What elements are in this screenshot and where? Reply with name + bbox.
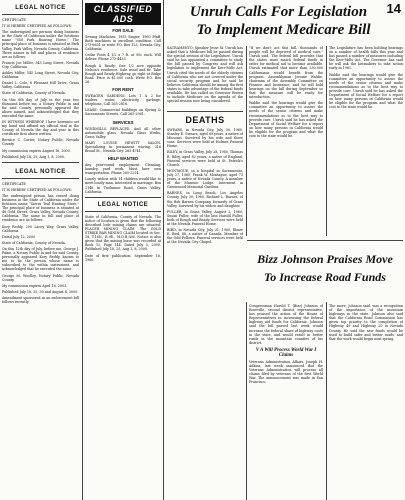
legal-notice-text: IT IS HEREBY CERTIFIED AS FOLLOWS: xyxy=(2,24,72,29)
help-wanted-heading: HELP WANTED xyxy=(107,156,139,162)
classified-title: CLASSIFIED ADS xyxy=(93,4,153,24)
legal-notice-text: The undersigned person has ceased doing business in the State of California under the fictitious name "Sierra Teal Hunting Store." The principal place of business is situated at 48 Gold Street, Grass Valley, Nevada County, California. The name in full and place of residence are as follows: xyxy=(2,193,79,223)
obituary: MONTAGUE, in a hospital in Sacramento, July 27, 1960, Frank W. Montague, aged 73 years, a native of Nevada County. A member of the Masonic Lodge. Interment in Greenwood Memorial Gardens. xyxy=(167,168,243,190)
for-rent-heading: FOR RENT xyxy=(112,87,134,93)
column-rule xyxy=(326,46,327,236)
legal-notice-title: LEGAL NOTICE xyxy=(15,5,66,11)
legal-notice-text: Bernice C. Carter, Notary Public, Nevada County. xyxy=(2,138,79,147)
obituary: FULLER, in Grass Valley, August 2, 1960, Susan Fuller, wife of the late Harold Fuller, both of Rough and Ready. Services were held at the Nevada Funeral Home. xyxy=(167,209,243,226)
page-number: 14 xyxy=(386,1,401,16)
column-rule xyxy=(163,0,164,500)
deaths-column xyxy=(167,108,243,497)
classified-ad: Lonely widow with 14 children would like to meet lonely man, interested in marriage. Box 2148 in Tuolumne Road, Grass Valley, California. xyxy=(85,177,161,194)
legal-notice-text: On this 12th day of July, before me, George J. Paine, a Notary Public in and for said County, personally appeared Kory Reddy, known to me to be the person whose name is subscribed to the within instrument, and acknowledged that he executed the same. xyxy=(2,246,79,272)
legal-notice-title: LEGAL NOTICE xyxy=(15,168,66,175)
legal-notice-text: IN WITNESS WHEREOF I have hereunto set my hand and affixed my official seal in the County of Nevada the day and year in this certificate first above written. xyxy=(2,119,79,137)
legal-notice-text: My commission expires April 16, 2003. xyxy=(2,283,68,288)
legal-notice-text: Francis Joe Miller, 545 Long Street, Nevada City, California xyxy=(2,60,79,69)
article-text: Waldie said the hearings would give the committee an opportunity to assess the needs of the senior citizens and make recommendations as to the best way to provide care. Unruh said he has asked the Department of Social Welfare for a report on how many persons in California would be eligible for the program and what the cost to the state would be. xyxy=(249,101,323,138)
legal-notice-text: CERTIFICATE xyxy=(2,18,26,22)
bizz-headline-line-2: To Increase Road Funds xyxy=(264,270,386,284)
lead-headline-line-2: To Implement Medicare Bill xyxy=(196,22,371,38)
deaths-title: DEATHS xyxy=(185,115,225,125)
legal-notice-text: On this 8th day of July in the year two thousand before me, a Notary Public in and for said County, personally appeared the above named, and acknowledged that they executed the same. xyxy=(2,97,79,118)
classified-ad: LEASE: Commercial buildings on Spring & Sacramento Streets. Call 265-2961. xyxy=(85,108,161,117)
legal-notice-text: Published July 18, 25, Aug 1, 8, 2000. xyxy=(2,154,65,159)
article-text: Veterans Administration Affairs, Joseph H. Adkins, last week announced that the Veterans Administration will process all claims filed by veterans of the first World War. The announcement was made in San Francisco. xyxy=(249,359,323,385)
article-text: "If we don't act this fall, thousands of people will be deprived of medical care," Unruh said. The federal bill provides that the states must match federal funds in order for medical aid to become available. Unruh estimated that more than 250,000 Californians would benefit from the program. Assemblyman Jerome Waldie, chairman of the Assembly Committee on Finance and Insurance, said he will hold hearings on the bill during September so that the measure will be ready for introduction. xyxy=(249,46,323,100)
bizz-story-right xyxy=(329,304,403,497)
legal-notice-text: State of California, County of Nevada. xyxy=(2,91,66,96)
classified-ad: MARY LOUISE HEWITT SALON. Specializing in permanent waving. 316 Broad St., Nevada City. 265-4741. xyxy=(85,140,161,153)
legal-notice-text: CERTIFICATE xyxy=(2,181,26,186)
obituary: RILEY, in Grass Valley, July 28, 1960, Thomas R. Riley, aged 82 years, a native of England. Funeral services were held at St. Patrick's Church. xyxy=(167,150,243,167)
classified-ad: Rough & Ready: One 1/2 acre opposite Nelson's residence. Sale wood and fir. Take Rough and Ready Highway, go right at Ridge Road. Price is $1,500 cash. Write P.O. Box 26. xyxy=(85,63,161,84)
legal-notice-title: LEGAL NOTICE xyxy=(97,201,149,208)
services-heading: SERVICES xyxy=(112,119,134,125)
classified-header xyxy=(85,3,161,25)
column-rule xyxy=(246,302,247,500)
article-text: The move, Johnson said, was a recognition of the importance of the mountain highways in the state. Johnson also said that the California Road Commission has given top priority to the completion of Highway 49 and Highway 20 in Nevada County. He said the new funds would be used to build safer and better roads, and that the work would begin next spring. xyxy=(329,304,403,341)
bizz-story-left xyxy=(249,304,323,497)
obituary: BARNES, in Long Beach, Los Angeles County, July 30, 1960, Richard L. Barnes, of the Bob Barnes Company, formerly of Grass Valley. Survived by his widow and daughter. xyxy=(167,191,243,208)
classified-ads-column xyxy=(85,3,161,497)
article-text: Congressman Harold T. (Bizz) Johnson of Roseville, second district representative, has praised the action of the House of Representatives in increasing the federal highway aid funds for California. Johnson said the bill passed last week would increase the federal share of highway costs in the state, and would result in better roads in the mountain counties of his district. xyxy=(249,304,323,345)
article-subhead: V A Will Process World War I Claims xyxy=(255,347,317,358)
classified-ad: Any year-round employment. Cleaning, laundry, yard work. Must have own transportation. Phone 265-2214. xyxy=(85,163,161,176)
legal-notice-text: Kory Reddy, 200 Lacey Way, Grass Valley, California xyxy=(2,224,79,233)
article-text: SACRAMENTO: Speaker Jesse M. Unruh has asked that a Medicare bill be passed during the special session of the Legislature. Unruh said he has appointed a committee to study the bill passed by Congress and will ask legislation to implement the Kerr-Mills Act. Unruh cited the needs of the elderly citizens of California who are not covered under the social security program and he said he believes California should be among the first states to take advantage of the federal funds available. He has called on Governor Brown to include Medicare on the agenda of the special session now being considered. xyxy=(167,46,243,104)
column-rule xyxy=(82,0,83,500)
obituary: BIRD, in Nevada City, July 31, 1960, Elmer E. Bird, 88, a native of Canada. Member of the Odd Fellows. Funeral services were held at the Nevada City Chapel. xyxy=(167,228,243,245)
classified-ad: Cedar Posts 4 1/2 x 7 ft. at 90c each. Will deliver. Phone 273-4433. xyxy=(85,53,161,62)
legal-notice-text: State of California, County of Nevada. xyxy=(2,240,66,245)
for-sale-heading: FOR SALE xyxy=(112,28,134,33)
lead-headline-line-1: Unruh Calls For Legislation xyxy=(189,4,368,20)
legal-notices-column xyxy=(2,3,79,497)
lead-story-left xyxy=(167,46,243,106)
lead-story-middle xyxy=(249,46,323,236)
classified-ad: Sewing Machines: 1955 Singer; 1960 Pfaff. Both machines in excellent condition. Call 273-6631 or write P.O. Box 123, Nevada City, California. xyxy=(85,35,161,52)
legal-notice-text: State of California, County of Nevada. The notice of location is given that the following described lode mining claims are situated: PLACER MINING CLAIM. The GOLD STRIKE BAR MINING CLAIM located in Sec. 18, T.16N., R.9E., M.D.B.&M. Notice is also given that the mining lease was recorded at Book 12, Page 144. Dated July 5, 2000. Published July 18, 25, Aug 1, 8, 2000. xyxy=(85,214,161,252)
legal-notice-text: IT IS HEREBY CERTIFIED AS FOLLOWS: xyxy=(2,187,72,192)
legal-notice-text: Dated July 12, 2000 xyxy=(2,234,36,239)
legal-notice-text: George M. Woolley, Notary Public, Nevada County. xyxy=(2,273,79,282)
legal-notice-text: Amendment sponsored as an enforcement bill follows recently. xyxy=(2,295,79,304)
classified-ad: WINDMILLS REPLACED. And all other automobile glass. Nevada Glass Works, Grass Valley. xyxy=(85,126,161,139)
column-rule xyxy=(246,46,247,236)
obituary: SWEARS, in Nevada City, July 30, 1960, Stanley E. Swears, aged 69 years, a native of Missouri. Survived by his wife and three sons. Services were held at Holmes Funeral Home. xyxy=(167,128,243,149)
legal-notice-text: Date of first publication: September 16, 1960. xyxy=(85,253,161,262)
article-text: The Legislature has been holding hearings on a number of health bills this year and has passed a number of measures including the Kerr-Mills Act. The Governor has said he will ask the lawmakers to take action early in 1961. xyxy=(329,46,403,71)
legal-notice-text: My commission expires August 16, 2000. xyxy=(2,148,71,153)
section-divider xyxy=(247,240,403,241)
bizz-headline-line-1: Bizz Johnson Praises Move xyxy=(257,252,393,266)
column-rule xyxy=(326,302,327,500)
legal-notice-text: Ashley Miller, 545 Long Street, Nevada City, California xyxy=(2,71,79,80)
legal-notice-text: Daniel L. Cole, 8 Pleasant Hill Drive, Grass Valley, California xyxy=(2,81,79,90)
lead-story-right xyxy=(329,46,403,236)
classified-ad: SWEAGEN GARDENS: Lots 1 & 2 for trailers, water, electricity, garbage, telephone. Call 265-2816. xyxy=(85,94,161,107)
legal-notice-text: Published July 18, 25, 30 and August 4, 2000. xyxy=(2,289,79,294)
article-text: Waldie said the hearings would give the committee an opportunity to assess the needs of the senior citizens and make recommendations as to the best way to provide care. Unruh said he has asked the Department of Social Welfare for a report on how many persons in California would be eligible for the program and what the cost to the state would be. xyxy=(329,72,403,110)
legal-notice-text: The undersigned are persons doing business in the State of California under the fictitious name "Old Park Roaring Horse." The principal place of business is situated at Park Valley, Park Valley, Nevada County, California. Three names in full and places of residence are as follows: xyxy=(2,30,79,59)
